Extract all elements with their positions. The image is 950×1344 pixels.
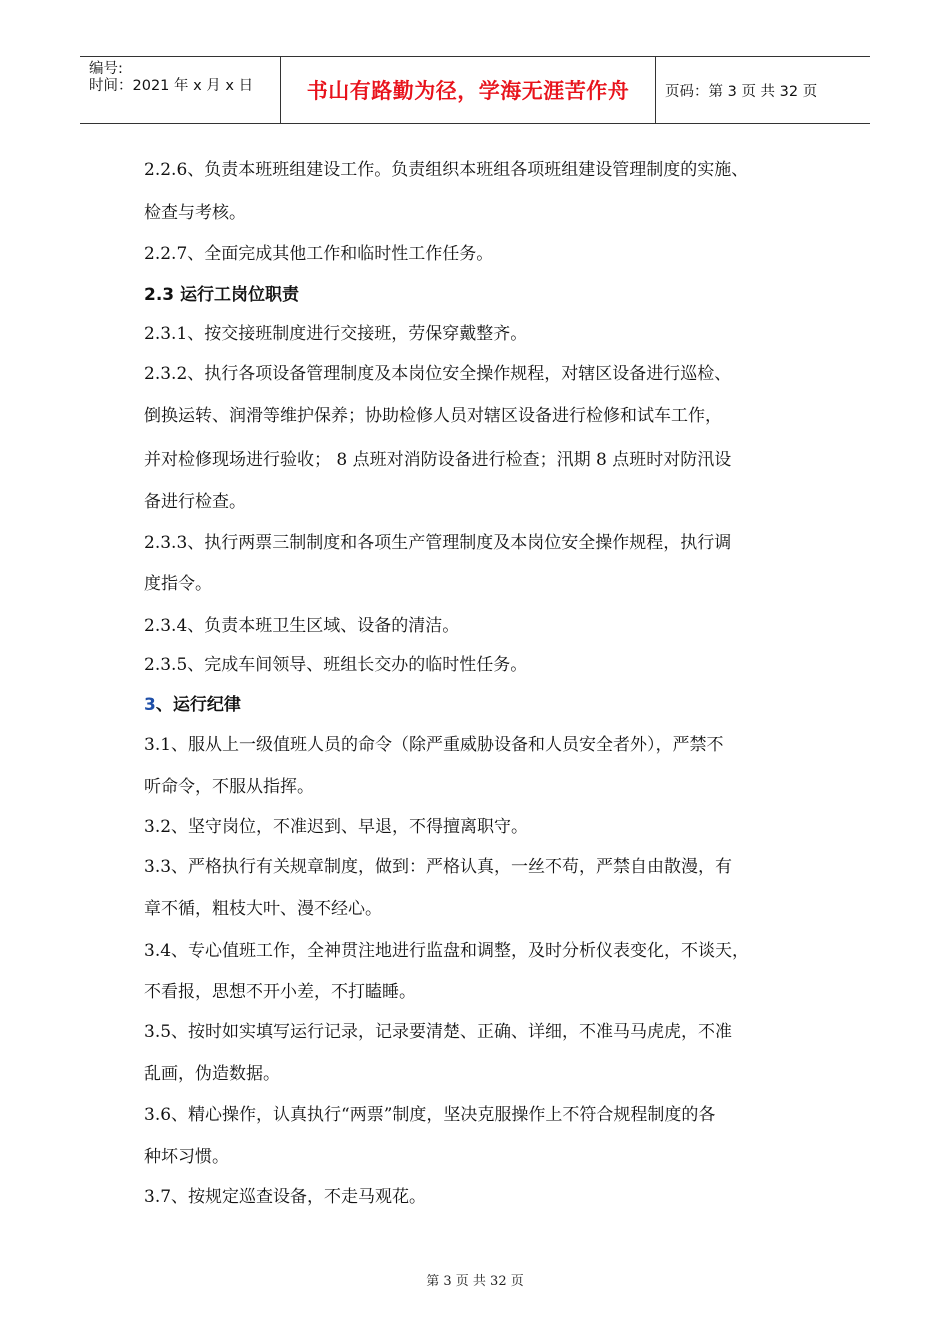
paragraph-line: 度指令。 [144, 574, 212, 594]
paragraph-line: 2.3.5、完成车间领导、班组长交办的临时性任务。 [144, 655, 528, 675]
paragraph-line: 3.3、严格执行有关规章制度，做到：严格认真，一丝不苟，严禁自由散漫，有 [144, 857, 733, 877]
paragraph-line: 检查与考核。 [144, 203, 246, 223]
paragraph-line: 2.3.2、执行各项设备管理制度及本岗位安全操作规程，对辖区设备进行巡检、 [144, 364, 732, 384]
paragraph-line: 2.2.7、全面完成其他工作和临时性工作任务。 [144, 244, 494, 264]
paragraph-line: 听命令，不服从指挥。 [144, 777, 314, 797]
section-number: 3 [144, 695, 156, 715]
paragraph-line: 2.3.1、按交接班制度进行交接班，劳保穿戴整齐。 [144, 324, 528, 344]
paragraph-line: 3.1、服从上一级值班人员的命令（除严重威胁设备和人员安全者外），严禁不 [144, 735, 724, 755]
paragraph-line: 备进行检查。 [144, 492, 246, 512]
paragraph-line: 乱画，伪造数据。 [144, 1064, 280, 1084]
header-page-info: 页码：第 3 页 共 32 页 [665, 83, 818, 100]
paragraph-line: 3.6、精心操作，认真执行“两票”制度，坚决克服操作上不符合规程制度的各 [144, 1105, 716, 1125]
paragraph-line: 3.5、按时如实填写运行记录，记录要清楚、正确、详细，不准马马虎虎，不准 [144, 1022, 733, 1042]
paragraph-line: 2.3.4、负责本班卫生区域、设备的清洁。 [144, 616, 460, 636]
header-motto: 书山有路勤为径，学海无涯苦作舟 [281, 57, 656, 123]
document-time-label: 时间：2021 年 x 月 x 日 [89, 78, 254, 94]
paragraph-line: 3.7、按规定巡查设备，不走马观花。 [144, 1187, 427, 1207]
paragraph-line: 3.2、坚守岗位，不准迟到、早退，不得擅离职守。 [144, 817, 529, 837]
paragraph-line: 倒换运转、润滑等维护保养；协助检修人员对辖区设备进行检修和试车工作， [144, 406, 722, 426]
paragraph-line: 3.4、专心值班工作，全神贯注地进行监盘和调整，及时分析仪表变化，不谈天， [144, 941, 750, 961]
page-footer: 第 3 页 共 32 页 [426, 1274, 524, 1289]
paragraph-line: 种坏习惯。 [144, 1147, 229, 1167]
section-title: 、运行纪律 [155, 695, 241, 715]
paragraph-line: 并对检修现场进行验收； 8 点班对消防设备进行检查；汛期 8 点班时对防汛设 [144, 450, 732, 470]
section-heading [144, 694, 241, 716]
paragraph-line: 2.2.6、负责本班班组建设工作。负责组织本班组各项班组建设管理制度的实施、 [144, 160, 749, 180]
document-number-label: 编号: [89, 61, 123, 77]
paragraph-line: 章不循，粗枝大叶、漫不经心。 [144, 899, 382, 919]
section-heading: 2.3 运行工岗位职责 [144, 285, 300, 305]
paragraph-line: 2.3.3、执行两票三制制度和各项生产管理制度及本岗位安全操作规程，执行调 [144, 533, 732, 553]
paragraph-line: 不看报，思想不开小差，不打瞌睡。 [144, 982, 416, 1002]
